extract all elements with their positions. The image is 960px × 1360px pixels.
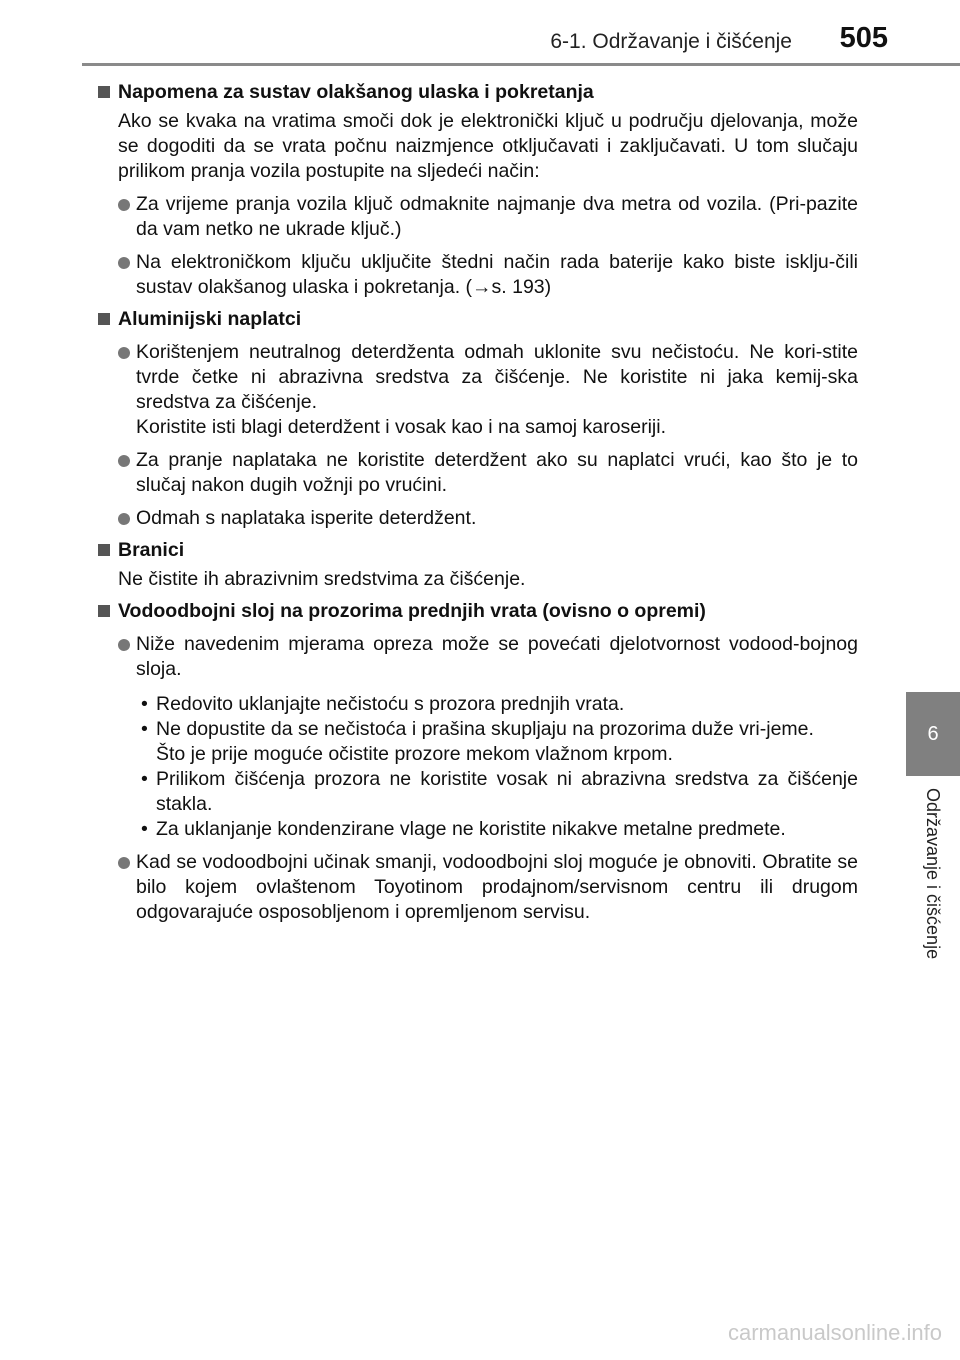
sub-list [98, 692, 858, 842]
list-item: Korištenjem neutralnog deterdženta odmah uklonite svu nečistoću. Ne kori-stite tvrde četke ni abrazivna sredstva za čišćenje. Ne koristite ni jaka kemij-ska sredstva za čišćenje. Koristite isti blagi deterdžent i vosak kao i na samoj karoseriji. [98, 340, 858, 440]
sub-list-item: • Za uklanjanje kondenzirane vlage ne koristite nikakve metalne predmete. [141, 818, 786, 840]
circle-bullet-icon [118, 199, 130, 211]
square-bullet-icon [98, 86, 110, 98]
list-item: Na elektroničkom ključu uključite štedni način rada baterije kako biste isklju-čili sustav olakšanog ulaska i pokretanja. (→s. 193) [98, 250, 858, 300]
square-bullet-icon [98, 605, 110, 617]
page-header [0, 0, 960, 64]
circle-bullet-icon [118, 347, 130, 359]
circle-bullet-icon [118, 455, 130, 467]
section-heading: Aluminijski naplatci [98, 307, 858, 332]
circle-bullet-icon [118, 639, 130, 651]
square-bullet-icon [98, 544, 110, 556]
circle-bullet-icon [118, 257, 130, 269]
chapter-label-text: Održavanje i čišćenje [923, 788, 943, 960]
list-item: Za vrijeme pranja vozila ključ odmaknite najmanje dva metra od vozila. (Pri-pazite da vam netko ne ukrade ključ.) [98, 192, 858, 242]
page-number: 505 [839, 22, 888, 54]
chapter-tab: 6 [906, 692, 960, 776]
chapter-label [922, 788, 946, 988]
square-bullet-icon [98, 313, 110, 325]
paragraph: Ako se kvaka na vratima smoči dok je elektronički ključ u području djelovanja, može se dogoditi da se vrata počnu naizmjence otključavati i zaključavati. U tom slučaju prilikom pranja vozila postupite na sljedeći način: [118, 110, 858, 182]
section-title: 6-1. Održavanje i čišćenje [550, 30, 792, 53]
header-divider [82, 63, 960, 66]
list-item-note: Koristite isti blagi deterdžent i vosak kao i na samoj karoseriji. [136, 416, 666, 438]
watermark: carmanualsonline.info [727, 1320, 942, 1345]
paragraph: Ne čistite ih abrazivnim sredstvima za čišćenje. [118, 568, 526, 590]
list-item: Odmah s naplataka isperite deterdžent. [98, 506, 858, 531]
section-heading: Napomena za sustav olakšanog ulaska i pokretanja [98, 80, 858, 105]
sub-list-item: • Redovito uklanjajte nečistoću s prozora prednjih vrata. [141, 693, 625, 715]
list-item: Niže navedenim mjerama opreza može se povećati djelotvornost vodood-bojnog sloja. [98, 632, 858, 682]
section-heading: Vodoodbojni sloj na prozorima prednjih vrata (ovisno o opremi) [98, 599, 858, 624]
list-item: Za pranje naplataka ne koristite deterdžent ako su naplatci vrući, kao što je to slučaj nakon dugih vožnji po vrućini. [98, 448, 858, 498]
circle-bullet-icon [118, 513, 130, 525]
circle-bullet-icon [118, 857, 130, 869]
list-item: Kad se vodoodbojni učinak smanji, vodoodbojni sloj moguće je obnoviti. Obratite se bilo kojem ovlaštenom Toyotinom prodajnom/servisnom centru ili drugom odgovarajuće osposobljenom i opremljenom servisu. [98, 850, 858, 925]
sub-list-note: Što je prije moguće očistite prozore mekom vlažnom krpom. [156, 743, 673, 765]
page-content [98, 80, 858, 925]
sub-list-item: • Ne dopustite da se nečistoća i prašina skupljaju na prozorima duže vri-jeme. [141, 718, 814, 740]
section-heading: Branici [98, 538, 858, 563]
sub-list-item: • Prilikom čišćenja prozora ne koristite vosak ni abrazivna sredstva za čišćenje stakla. [141, 768, 858, 815]
